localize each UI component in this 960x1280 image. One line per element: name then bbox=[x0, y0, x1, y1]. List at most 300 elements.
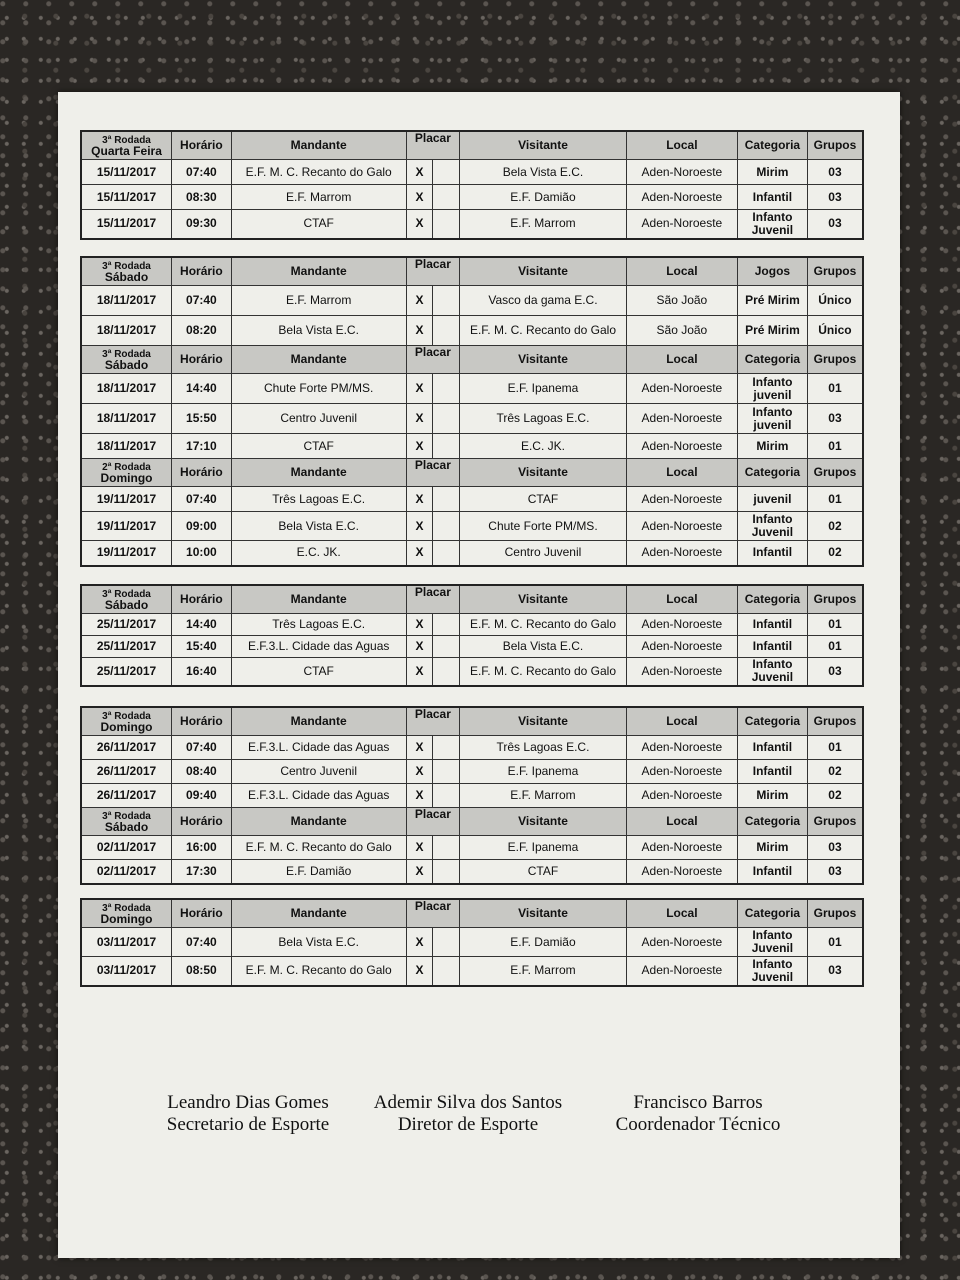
table-row bbox=[81, 374, 863, 404]
placar-header: Placar bbox=[406, 346, 460, 374]
match-date: 18/11/2017 bbox=[81, 374, 172, 404]
visitante-header: Visitante bbox=[460, 808, 627, 836]
match-date: 18/11/2017 bbox=[81, 286, 172, 316]
signature-2 bbox=[358, 1092, 578, 1136]
rodada-label: 3ª Rodada bbox=[102, 902, 151, 914]
category: Infanto Juvenil bbox=[737, 210, 807, 239]
group: 03 bbox=[807, 957, 863, 986]
category: juvenil bbox=[737, 487, 807, 512]
rodada-label: 2ª Rodada bbox=[102, 461, 151, 473]
score-blank bbox=[433, 541, 460, 566]
group: 03 bbox=[807, 836, 863, 860]
schedule-block bbox=[80, 256, 864, 567]
table-row bbox=[81, 541, 863, 566]
match-date: 26/11/2017 bbox=[81, 736, 172, 760]
home-team: Centro Juvenil bbox=[231, 760, 406, 784]
rodada-day: Sábado bbox=[104, 819, 149, 834]
horario-header: Horário bbox=[172, 899, 232, 928]
schedule-block bbox=[80, 706, 864, 885]
score-blank bbox=[433, 316, 460, 346]
placar-header: Placar bbox=[406, 585, 460, 614]
venue: Aden-Noroeste bbox=[626, 928, 737, 957]
mandante-header: Mandante bbox=[231, 585, 406, 614]
group: 02 bbox=[807, 512, 863, 541]
away-team: E.F. M. C. Recanto do Galo bbox=[460, 658, 627, 686]
schedule-table bbox=[80, 584, 864, 687]
score-x: X bbox=[406, 860, 433, 884]
grupos-header: Grupos bbox=[807, 459, 863, 487]
score-x: X bbox=[406, 316, 433, 346]
score-x: X bbox=[406, 928, 433, 957]
home-team: E.F. Marrom bbox=[231, 185, 406, 210]
table-row bbox=[81, 658, 863, 686]
score-blank bbox=[433, 636, 460, 658]
venue: São João bbox=[626, 286, 737, 316]
match-time: 15:40 bbox=[172, 636, 232, 658]
match-date: 25/11/2017 bbox=[81, 658, 172, 686]
venue: Aden-Noroeste bbox=[626, 185, 737, 210]
away-team: Três Lagoas E.C. bbox=[460, 736, 627, 760]
score-blank bbox=[433, 760, 460, 784]
rodada-day: Sábado bbox=[104, 269, 149, 284]
local-header: Local bbox=[626, 257, 737, 286]
score-x: X bbox=[406, 836, 433, 860]
categoria-header: Categoria bbox=[737, 808, 807, 836]
group: 01 bbox=[807, 928, 863, 957]
home-team: Três Lagoas E.C. bbox=[231, 487, 406, 512]
away-team: E.F. Ipanema bbox=[460, 760, 627, 784]
table-header-row bbox=[81, 899, 863, 928]
match-date: 15/11/2017 bbox=[81, 160, 172, 185]
rodada-header bbox=[81, 459, 172, 487]
signature-role: Secretario de Esporte bbox=[166, 1114, 330, 1135]
score-blank bbox=[433, 512, 460, 541]
home-team: Chute Forte PM/MS. bbox=[231, 374, 406, 404]
category: Pré Mirim bbox=[737, 316, 807, 346]
mandante-header: Mandante bbox=[231, 808, 406, 836]
group: 01 bbox=[807, 487, 863, 512]
horario-header: Horário bbox=[172, 459, 232, 487]
venue: Aden-Noroeste bbox=[626, 784, 737, 808]
match-date: 26/11/2017 bbox=[81, 760, 172, 784]
grupos-header: Grupos bbox=[807, 131, 863, 160]
grupos-header: Grupos bbox=[807, 585, 863, 614]
home-team: E.F.3.L. Cidade das Aguas bbox=[231, 736, 406, 760]
match-time: 08:30 bbox=[172, 185, 232, 210]
home-team: E.C. JK. bbox=[231, 541, 406, 566]
category: Infantil bbox=[737, 541, 807, 566]
home-team: E.F. Marrom bbox=[231, 286, 406, 316]
score-x: X bbox=[406, 185, 433, 210]
mandante-header: Mandante bbox=[231, 459, 406, 487]
score-blank bbox=[433, 614, 460, 636]
category: Infanto juvenil bbox=[737, 404, 807, 434]
horario-header: Horário bbox=[172, 707, 232, 736]
schedule-table bbox=[80, 130, 864, 240]
rodada-header bbox=[81, 707, 172, 736]
venue: Aden-Noroeste bbox=[626, 404, 737, 434]
schedule-block bbox=[80, 898, 864, 987]
score-x: X bbox=[406, 760, 433, 784]
match-time: 17:30 bbox=[172, 860, 232, 884]
group: 02 bbox=[807, 541, 863, 566]
score-x: X bbox=[406, 434, 433, 459]
table-header-row bbox=[81, 131, 863, 160]
category: Mirim bbox=[737, 784, 807, 808]
horario-header: Horário bbox=[172, 346, 232, 374]
score-blank bbox=[433, 836, 460, 860]
signature-role: Coordenador Técnico bbox=[615, 1114, 781, 1135]
signature-1 bbox=[138, 1092, 358, 1136]
schedule-sheet bbox=[58, 92, 900, 1258]
home-team: E.F. Damião bbox=[231, 860, 406, 884]
signature-role: Diretor de Esporte bbox=[397, 1114, 539, 1135]
schedule-table bbox=[80, 706, 864, 885]
score-x: X bbox=[406, 404, 433, 434]
home-team: E.F. M. C. Recanto do Galo bbox=[231, 957, 406, 986]
home-team: CTAF bbox=[231, 210, 406, 239]
schedule-table bbox=[80, 256, 864, 567]
score-blank bbox=[433, 434, 460, 459]
match-date: 02/11/2017 bbox=[81, 860, 172, 884]
rodada-header bbox=[81, 257, 172, 286]
mandante-header: Mandante bbox=[231, 346, 406, 374]
local-header: Local bbox=[626, 707, 737, 736]
score-blank bbox=[433, 957, 460, 986]
away-team: Bela Vista E.C. bbox=[460, 160, 627, 185]
away-team: Chute Forte PM/MS. bbox=[460, 512, 627, 541]
away-team: E.F. M. C. Recanto do Galo bbox=[460, 316, 627, 346]
match-time: 07:40 bbox=[172, 286, 232, 316]
category: Infantil bbox=[737, 736, 807, 760]
score-blank bbox=[433, 487, 460, 512]
visitante-header: Visitante bbox=[460, 585, 627, 614]
rodada-label: 3ª Rodada bbox=[102, 710, 151, 722]
group: 03 bbox=[807, 658, 863, 686]
grupos-header: Grupos bbox=[807, 346, 863, 374]
group: 01 bbox=[807, 614, 863, 636]
rodada-day: Domingo bbox=[100, 911, 153, 926]
signature-area bbox=[58, 1092, 900, 1172]
group: 03 bbox=[807, 160, 863, 185]
venue: Aden-Noroeste bbox=[626, 736, 737, 760]
venue: Aden-Noroeste bbox=[626, 860, 737, 884]
table-row bbox=[81, 736, 863, 760]
group: 02 bbox=[807, 784, 863, 808]
match-time: 09:30 bbox=[172, 210, 232, 239]
venue: Aden-Noroeste bbox=[626, 957, 737, 986]
table-header-row bbox=[81, 257, 863, 286]
categoria-header: Categoria bbox=[737, 131, 807, 160]
table-row bbox=[81, 210, 863, 239]
group: Único bbox=[807, 286, 863, 316]
score-x: X bbox=[406, 784, 433, 808]
category: Infanto Juvenil bbox=[737, 512, 807, 541]
category: Infanto juvenil bbox=[737, 374, 807, 404]
score-blank bbox=[433, 404, 460, 434]
placar-header: Placar bbox=[406, 808, 460, 836]
placar-header: Placar bbox=[406, 131, 460, 160]
match-date: 25/11/2017 bbox=[81, 636, 172, 658]
match-date: 03/11/2017 bbox=[81, 957, 172, 986]
match-date: 19/11/2017 bbox=[81, 541, 172, 566]
home-team: Centro Juvenil bbox=[231, 404, 406, 434]
group: 01 bbox=[807, 636, 863, 658]
match-time: 08:50 bbox=[172, 957, 232, 986]
signature-name: Leandro Dias Gomes bbox=[167, 1092, 329, 1113]
table-header-row bbox=[81, 459, 863, 487]
score-x: X bbox=[406, 286, 433, 316]
table-row bbox=[81, 860, 863, 884]
home-team: CTAF bbox=[231, 658, 406, 686]
score-blank bbox=[433, 185, 460, 210]
score-x: X bbox=[406, 541, 433, 566]
categoria-header: Categoria bbox=[737, 585, 807, 614]
grupos-header: Grupos bbox=[807, 808, 863, 836]
table-row bbox=[81, 185, 863, 210]
table-row bbox=[81, 928, 863, 957]
table-header-row bbox=[81, 808, 863, 836]
table-row bbox=[81, 957, 863, 986]
table-row bbox=[81, 636, 863, 658]
venue: Aden-Noroeste bbox=[626, 614, 737, 636]
placar-header: Placar bbox=[406, 459, 460, 487]
match-time: 07:40 bbox=[172, 487, 232, 512]
category: Infantil bbox=[737, 614, 807, 636]
score-x: X bbox=[406, 512, 433, 541]
score-blank bbox=[433, 784, 460, 808]
home-team: Três Lagoas E.C. bbox=[231, 614, 406, 636]
score-blank bbox=[433, 860, 460, 884]
rodada-label: 3ª Rodada bbox=[102, 260, 151, 272]
rodada-header bbox=[81, 899, 172, 928]
horario-header: Horário bbox=[172, 257, 232, 286]
categoria-header: Categoria bbox=[737, 346, 807, 374]
group: Único bbox=[807, 316, 863, 346]
score-x: X bbox=[406, 957, 433, 986]
category: Mirim bbox=[737, 836, 807, 860]
match-time: 16:40 bbox=[172, 658, 232, 686]
venue: Aden-Noroeste bbox=[626, 210, 737, 239]
score-x: X bbox=[406, 658, 433, 686]
score-x: X bbox=[406, 374, 433, 404]
category: Mirim bbox=[737, 434, 807, 459]
venue: Aden-Noroeste bbox=[626, 541, 737, 566]
match-date: 15/11/2017 bbox=[81, 185, 172, 210]
mandante-header: Mandante bbox=[231, 707, 406, 736]
rodada-header bbox=[81, 808, 172, 836]
away-team: Bela Vista E.C. bbox=[460, 636, 627, 658]
placar-header: Placar bbox=[406, 257, 460, 286]
match-date: 19/11/2017 bbox=[81, 487, 172, 512]
local-header: Local bbox=[626, 808, 737, 836]
match-time: 15:50 bbox=[172, 404, 232, 434]
away-team: CTAF bbox=[460, 860, 627, 884]
rodada-label: 3ª Rodada bbox=[102, 588, 151, 600]
match-date: 15/11/2017 bbox=[81, 210, 172, 239]
visitante-header: Visitante bbox=[460, 899, 627, 928]
category: Infantil bbox=[737, 185, 807, 210]
venue: Aden-Noroeste bbox=[626, 374, 737, 404]
home-team: Bela Vista E.C. bbox=[231, 928, 406, 957]
table-row bbox=[81, 404, 863, 434]
visitante-header: Visitante bbox=[460, 459, 627, 487]
schedule-block bbox=[80, 130, 864, 240]
schedule-block bbox=[80, 584, 864, 687]
away-team: E.F. Damião bbox=[460, 185, 627, 210]
category: Infanto Juvenil bbox=[737, 957, 807, 986]
match-time: 09:00 bbox=[172, 512, 232, 541]
match-time: 14:40 bbox=[172, 374, 232, 404]
away-team: E.C. JK. bbox=[460, 434, 627, 459]
away-team: E.F. M. C. Recanto do Galo bbox=[460, 614, 627, 636]
table-row bbox=[81, 434, 863, 459]
score-x: X bbox=[406, 210, 433, 239]
rodada-label: 3ª Rodada bbox=[102, 810, 151, 822]
group: 01 bbox=[807, 434, 863, 459]
group: 01 bbox=[807, 374, 863, 404]
score-blank bbox=[433, 286, 460, 316]
home-team: Bela Vista E.C. bbox=[231, 512, 406, 541]
score-x: X bbox=[406, 636, 433, 658]
away-team: E.F. Ipanema bbox=[460, 836, 627, 860]
score-x: X bbox=[406, 736, 433, 760]
table-row bbox=[81, 836, 863, 860]
home-team: E.F. M. C. Recanto do Galo bbox=[231, 160, 406, 185]
away-team: E.F. Marrom bbox=[460, 957, 627, 986]
match-time: 10:00 bbox=[172, 541, 232, 566]
table-row bbox=[81, 160, 863, 185]
venue: Aden-Noroeste bbox=[626, 760, 737, 784]
rodada-day: Quarta Feira bbox=[91, 143, 162, 158]
score-blank bbox=[433, 160, 460, 185]
category: Infantil bbox=[737, 860, 807, 884]
horario-header: Horário bbox=[172, 585, 232, 614]
venue: Aden-Noroeste bbox=[626, 160, 737, 185]
local-header: Local bbox=[626, 131, 737, 160]
match-date: 19/11/2017 bbox=[81, 512, 172, 541]
venue: São João bbox=[626, 316, 737, 346]
category: Mirim bbox=[737, 160, 807, 185]
match-time: 07:40 bbox=[172, 928, 232, 957]
home-team: E.F. M. C. Recanto do Galo bbox=[231, 836, 406, 860]
venue: Aden-Noroeste bbox=[626, 836, 737, 860]
table-row bbox=[81, 614, 863, 636]
match-time: 07:40 bbox=[172, 160, 232, 185]
away-team: E.F. Marrom bbox=[460, 210, 627, 239]
local-header: Local bbox=[626, 459, 737, 487]
table-row bbox=[81, 487, 863, 512]
table-row bbox=[81, 316, 863, 346]
categoria-header: Categoria bbox=[737, 707, 807, 736]
category: Infanto Juvenil bbox=[737, 658, 807, 686]
match-date: 03/11/2017 bbox=[81, 928, 172, 957]
group: 02 bbox=[807, 760, 863, 784]
match-time: 08:20 bbox=[172, 316, 232, 346]
score-blank bbox=[433, 736, 460, 760]
rodada-day: Domingo bbox=[100, 719, 153, 734]
mandante-header: Mandante bbox=[231, 131, 406, 160]
visitante-header: Visitante bbox=[460, 707, 627, 736]
signature-name: Ademir Silva dos Santos bbox=[373, 1092, 563, 1113]
group: 03 bbox=[807, 404, 863, 434]
table-row bbox=[81, 286, 863, 316]
visitante-header: Visitante bbox=[460, 131, 627, 160]
signature-3 bbox=[588, 1092, 808, 1136]
rodada-label: 3ª Rodada bbox=[102, 348, 151, 360]
grupos-header: Grupos bbox=[807, 707, 863, 736]
group: 03 bbox=[807, 210, 863, 239]
score-blank bbox=[433, 928, 460, 957]
mandante-header: Mandante bbox=[231, 899, 406, 928]
category: Infanto Juvenil bbox=[737, 928, 807, 957]
score-blank bbox=[433, 658, 460, 686]
local-header: Local bbox=[626, 585, 737, 614]
away-team: Centro Juvenil bbox=[460, 541, 627, 566]
away-team: CTAF bbox=[460, 487, 627, 512]
score-blank bbox=[433, 210, 460, 239]
rodada-day: Sábado bbox=[104, 597, 149, 612]
category: Pré Mirim bbox=[737, 286, 807, 316]
group: 03 bbox=[807, 185, 863, 210]
home-team: Bela Vista E.C. bbox=[231, 316, 406, 346]
schedule-table bbox=[80, 898, 864, 987]
away-team: E.F. Ipanema bbox=[460, 374, 627, 404]
match-date: 25/11/2017 bbox=[81, 614, 172, 636]
home-team: E.F.3.L. Cidade das Aguas bbox=[231, 784, 406, 808]
match-date: 02/11/2017 bbox=[81, 836, 172, 860]
venue: Aden-Noroeste bbox=[626, 434, 737, 459]
match-time: 16:00 bbox=[172, 836, 232, 860]
categoria-header: Categoria bbox=[737, 459, 807, 487]
visitante-header: Visitante bbox=[460, 346, 627, 374]
categoria-header: Jogos bbox=[737, 257, 807, 286]
table-row bbox=[81, 784, 863, 808]
placar-header: Placar bbox=[406, 899, 460, 928]
venue: Aden-Noroeste bbox=[626, 512, 737, 541]
placar-header: Placar bbox=[406, 707, 460, 736]
away-team: E.F. Marrom bbox=[460, 784, 627, 808]
match-time: 17:10 bbox=[172, 434, 232, 459]
grupos-header: Grupos bbox=[807, 899, 863, 928]
match-time: 14:40 bbox=[172, 614, 232, 636]
category: Infantil bbox=[737, 760, 807, 784]
rodada-label: 3ª Rodada bbox=[102, 134, 151, 146]
match-time: 07:40 bbox=[172, 736, 232, 760]
score-x: X bbox=[406, 614, 433, 636]
match-time: 08:40 bbox=[172, 760, 232, 784]
away-team: Três Lagoas E.C. bbox=[460, 404, 627, 434]
group: 03 bbox=[807, 860, 863, 884]
table-header-row bbox=[81, 585, 863, 614]
rodada-header bbox=[81, 346, 172, 374]
away-team: E.F. Damião bbox=[460, 928, 627, 957]
match-date: 18/11/2017 bbox=[81, 316, 172, 346]
score-x: X bbox=[406, 487, 433, 512]
rodada-day: Sábado bbox=[104, 357, 149, 372]
venue: Aden-Noroeste bbox=[626, 636, 737, 658]
rodada-header bbox=[81, 131, 172, 160]
match-time: 09:40 bbox=[172, 784, 232, 808]
away-team: Vasco da gama E.C. bbox=[460, 286, 627, 316]
horario-header: Horário bbox=[172, 131, 232, 160]
table-header-row bbox=[81, 346, 863, 374]
match-date: 18/11/2017 bbox=[81, 434, 172, 459]
local-header: Local bbox=[626, 899, 737, 928]
venue: Aden-Noroeste bbox=[626, 658, 737, 686]
match-date: 18/11/2017 bbox=[81, 404, 172, 434]
score-blank bbox=[433, 374, 460, 404]
